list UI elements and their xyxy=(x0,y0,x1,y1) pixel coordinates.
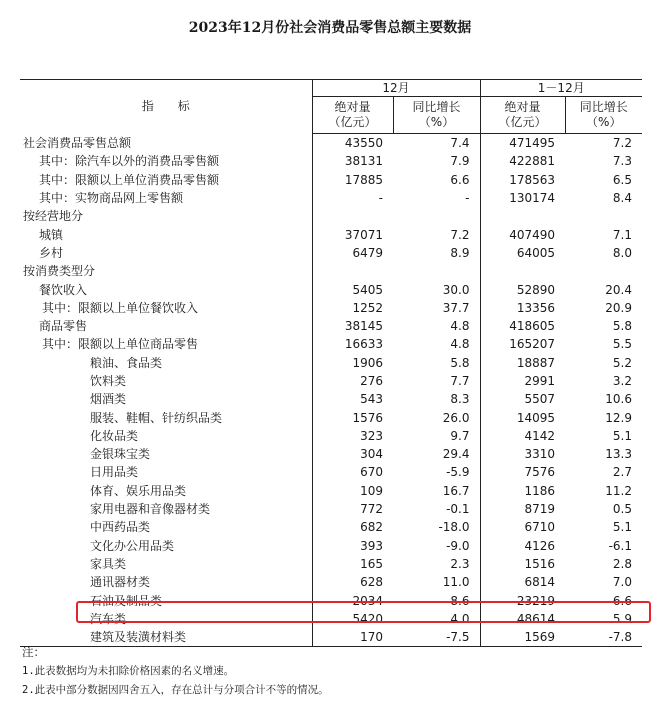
period-header-year-to-date: 1－12月 xyxy=(480,80,642,97)
ytd-yoy-cell: 5.9 xyxy=(612,611,632,626)
abs-unit: （亿元） xyxy=(328,115,377,129)
table-row xyxy=(20,463,642,481)
row-label: 按经营地分 xyxy=(23,209,84,224)
table-row xyxy=(20,500,642,518)
ytd-value-cell: 178563 xyxy=(480,171,565,189)
table-row xyxy=(20,189,642,207)
table-row xyxy=(20,299,642,317)
december-value-cell: 109 xyxy=(312,482,393,500)
yoy-unit: （%） xyxy=(418,115,455,129)
december-value-cell: - xyxy=(312,189,393,207)
december-value-cell: 38145 xyxy=(312,317,393,335)
december-yoy-cell: 8.3 xyxy=(450,392,470,407)
december-yoy-cell: -9.0 xyxy=(446,538,470,553)
row-label: 中西药品类 xyxy=(90,520,151,535)
december-yoy-cell: -7.5 xyxy=(393,628,480,647)
december-value-cell: 16633 xyxy=(312,335,393,353)
table-row xyxy=(20,225,642,243)
december-value-cell: 1906 xyxy=(312,354,393,372)
december-yoy-cell: 11.0 xyxy=(442,575,470,590)
abs-unit: （亿元） xyxy=(498,115,547,129)
ytd-yoy-cell: 20.4 xyxy=(605,282,632,297)
december-yoy-cell: - xyxy=(465,191,470,206)
ytd-value-cell: 4126 xyxy=(480,537,565,555)
table-row xyxy=(20,280,642,298)
december-yoy-cell: 4.8 xyxy=(450,319,470,334)
header-period-row xyxy=(20,80,642,97)
december-value-cell: 1252 xyxy=(312,299,393,317)
note-item: 1.此表数据均为未扣除价格因素的名义增速。 xyxy=(22,665,235,677)
row-label: 体育、娱乐用品类 xyxy=(90,483,187,498)
ytd-yoy-cell: 8.4 xyxy=(612,191,632,206)
ytd-value-cell: 8719 xyxy=(480,500,565,518)
table-row xyxy=(20,171,642,189)
december-yoy-cell: 4.8 xyxy=(450,337,470,352)
ytd-value-cell: 407490 xyxy=(480,225,565,243)
page-title: 2023年12月份社会消费品零售总额主要数据 xyxy=(188,20,472,36)
row-label: 家用电器和音像器材类 xyxy=(90,502,211,517)
ytd-yoy-cell: 6.6 xyxy=(612,593,632,608)
row-label: 化妆品类 xyxy=(90,428,139,443)
december-yoy-cell: 8.6 xyxy=(450,593,470,608)
ytd-value-cell: 3310 xyxy=(480,445,565,463)
table-row xyxy=(20,427,642,445)
ytd-value-cell: 23219 xyxy=(480,591,565,609)
abs-header xyxy=(312,97,393,134)
ytd-value-cell: 18887 xyxy=(480,354,565,372)
december-yoy-cell: 7.7 xyxy=(450,374,470,388)
highlight-box xyxy=(76,601,651,623)
december-yoy-cell: 7.9 xyxy=(450,154,470,169)
december-yoy-cell: 2.3 xyxy=(450,556,470,571)
table-row xyxy=(20,207,642,225)
ytd-yoy-cell: 12.9 xyxy=(605,410,632,425)
ytd-yoy-cell: 6.5 xyxy=(612,172,632,187)
row-label: 其中：限额以上单位餐饮收入 xyxy=(42,300,199,315)
yoy-label: 同比增长 xyxy=(579,100,628,114)
row-label: 石油及制品类 xyxy=(90,593,163,608)
december-value-cell: 43550 xyxy=(312,134,393,153)
table-row xyxy=(20,317,642,335)
ytd-yoy-cell: -7.8 xyxy=(565,628,642,647)
ytd-yoy-cell xyxy=(565,262,642,280)
row-label: 建筑及装潢材料类 xyxy=(20,628,312,647)
ytd-yoy-cell xyxy=(565,207,642,225)
row-label: 其中：限额以上单位商品零售 xyxy=(42,337,199,352)
yoy-unit: （%） xyxy=(586,115,622,129)
notes xyxy=(22,643,329,700)
table-row xyxy=(20,482,642,500)
december-yoy-cell: 26.0 xyxy=(442,410,470,425)
december-yoy-cell: 7.2 xyxy=(450,227,470,242)
december-yoy-cell: 30.0 xyxy=(442,282,470,297)
ytd-value-cell: 64005 xyxy=(480,244,565,262)
ytd-yoy-cell: -6.1 xyxy=(608,538,632,553)
december-yoy-cell: -0.1 xyxy=(446,502,470,517)
december-yoy-cell: 6.6 xyxy=(450,172,470,187)
december-value-cell: 5420 xyxy=(312,610,393,628)
row-label: 城镇 xyxy=(39,227,64,242)
notes-heading: 注： xyxy=(22,645,45,659)
december-value-cell: 682 xyxy=(312,518,393,536)
december-yoy-cell: 7.4 xyxy=(450,136,470,151)
december-yoy-cell: 16.7 xyxy=(442,483,470,498)
ytd-value-cell: 6814 xyxy=(480,573,565,591)
row-label: 文化办公用品类 xyxy=(90,538,175,553)
ytd-yoy-cell: 7.1 xyxy=(612,227,632,242)
row-label: 粮油、食品类 xyxy=(90,355,163,370)
table-row xyxy=(20,244,642,262)
december-value-cell: 323 xyxy=(312,427,393,445)
december-value-cell: 276 xyxy=(312,372,393,390)
december-value-cell: 1576 xyxy=(312,408,393,426)
ytd-value-cell: 1186 xyxy=(480,482,565,500)
ytd-yoy-cell: 20.9 xyxy=(605,300,632,315)
ytd-value-cell: 2991 xyxy=(480,372,565,390)
ytd-yoy-cell: 3.2 xyxy=(612,374,632,388)
row-label: 金银珠宝类 xyxy=(90,447,151,462)
december-value-cell: 772 xyxy=(312,500,393,518)
row-label: 汽车类 xyxy=(90,611,127,626)
yoy-header xyxy=(393,97,480,134)
row-label: 餐饮收入 xyxy=(39,282,88,297)
ytd-yoy-cell: 8.0 xyxy=(612,245,632,260)
ytd-value-cell xyxy=(480,262,565,280)
december-value-cell: 670 xyxy=(312,463,393,481)
ytd-value-cell: 418605 xyxy=(480,317,565,335)
ytd-yoy-cell: 5.2 xyxy=(612,355,632,370)
december-value-cell: 304 xyxy=(312,445,393,463)
december-yoy-cell xyxy=(393,207,480,225)
ytd-value-cell: 1569 xyxy=(480,628,565,647)
ytd-value-cell: 52890 xyxy=(480,280,565,298)
december-value-cell: 37071 xyxy=(312,225,393,243)
table-row xyxy=(20,152,642,170)
ytd-value-cell: 6710 xyxy=(480,518,565,536)
december-value-cell: 628 xyxy=(312,573,393,591)
december-yoy-cell: -5.9 xyxy=(446,465,470,480)
december-value-cell: 2034 xyxy=(312,591,393,609)
ytd-yoy-cell: 2.8 xyxy=(612,556,632,571)
december-value-cell: 17885 xyxy=(312,171,393,189)
row-label: 其中：限额以上单位消费品零售额 xyxy=(39,172,220,187)
table-row xyxy=(20,555,642,573)
december-yoy-cell: 29.4 xyxy=(442,447,470,462)
note-item: 2.此表中部分数据因四舍五入，存在总计与分项合计不等的情况。 xyxy=(22,684,329,696)
december-value-cell: 5405 xyxy=(312,280,393,298)
december-yoy-cell: 37.7 xyxy=(442,300,470,315)
table-row xyxy=(20,445,642,463)
indicator-header: 指 标 xyxy=(20,80,312,134)
ytd-value-cell: 4142 xyxy=(480,427,565,445)
ytd-yoy-cell: 5.1 xyxy=(612,428,632,443)
abs-label: 绝对量 xyxy=(334,100,371,114)
ytd-value-cell: 471495 xyxy=(480,134,565,153)
retail-sales-table xyxy=(20,79,642,647)
row-label: 其中：除汽车以外的消费品零售额 xyxy=(39,154,220,169)
row-label: 社会消费品零售总额 xyxy=(23,135,132,150)
table-row xyxy=(20,372,642,390)
ytd-yoy-cell: 2.7 xyxy=(612,465,632,480)
december-value-cell xyxy=(312,262,393,280)
december-value-cell: 38131 xyxy=(312,152,393,170)
december-yoy-cell xyxy=(393,262,480,280)
row-label: 烟酒类 xyxy=(90,392,127,407)
row-label: 家具类 xyxy=(90,556,127,571)
row-label: 按消费类型分 xyxy=(23,264,96,279)
december-yoy-cell: 8.9 xyxy=(450,245,470,260)
ytd-value-cell: 130174 xyxy=(480,189,565,207)
row-label: 服装、鞋帽、针纺织品类 xyxy=(90,410,223,425)
ytd-yoy-cell: 5.8 xyxy=(612,319,632,334)
ytd-value-cell: 165207 xyxy=(480,335,565,353)
ytd-value-cell xyxy=(480,207,565,225)
december-value-cell: 543 xyxy=(312,390,393,408)
ytd-value-cell: 7576 xyxy=(480,463,565,481)
row-label: 饮料类 xyxy=(90,374,127,388)
row-label: 乡村 xyxy=(39,245,64,260)
row-label: 通讯器材类 xyxy=(90,575,151,590)
ytd-yoy-cell: 11.2 xyxy=(605,483,632,498)
yoy-label: 同比增长 xyxy=(412,100,461,114)
ytd-yoy-cell: 7.0 xyxy=(612,575,632,590)
row-label: 日用品类 xyxy=(90,465,139,480)
ytd-value-cell: 48614 xyxy=(480,610,565,628)
december-value-cell: 6479 xyxy=(312,244,393,262)
table-row xyxy=(20,537,642,555)
table-body xyxy=(20,134,642,647)
ytd-yoy-cell: 5.1 xyxy=(612,520,632,535)
row-label: 商品零售 xyxy=(39,319,88,334)
ytd-value-cell: 1516 xyxy=(480,555,565,573)
abs-header xyxy=(480,97,565,134)
ytd-value-cell: 5507 xyxy=(480,390,565,408)
december-yoy-cell: 4.0 xyxy=(450,611,470,626)
period-header-december: 12月 xyxy=(312,80,480,97)
ytd-yoy-cell: 7.2 xyxy=(612,136,632,151)
table-row xyxy=(20,262,642,280)
december-value-cell: 393 xyxy=(312,537,393,555)
table-row xyxy=(20,573,642,591)
ytd-value-cell: 13356 xyxy=(480,299,565,317)
december-value-cell: 165 xyxy=(312,555,393,573)
table-row xyxy=(20,390,642,408)
ytd-yoy-cell: 0.5 xyxy=(612,502,632,517)
ytd-yoy-cell: 7.3 xyxy=(612,154,632,169)
december-yoy-cell: 9.7 xyxy=(450,428,470,443)
ytd-yoy-cell: 13.3 xyxy=(605,447,632,462)
december-yoy-cell: 5.8 xyxy=(450,355,470,370)
ytd-yoy-cell: 10.6 xyxy=(605,392,632,407)
december-value-cell xyxy=(312,207,393,225)
ytd-value-cell: 422881 xyxy=(480,152,565,170)
ytd-yoy-cell: 5.5 xyxy=(612,337,632,352)
december-yoy-cell: -18.0 xyxy=(438,520,470,535)
table-row xyxy=(20,335,642,353)
table-row xyxy=(20,518,642,536)
abs-label: 绝对量 xyxy=(504,100,541,114)
ytd-value-cell: 14095 xyxy=(480,408,565,426)
table-row xyxy=(20,354,642,372)
row-label: 其中：实物商品网上零售额 xyxy=(39,191,184,206)
table-row xyxy=(20,408,642,426)
table-row xyxy=(20,134,642,153)
december-value-cell: 170 xyxy=(312,628,393,647)
yoy-header xyxy=(565,97,642,134)
